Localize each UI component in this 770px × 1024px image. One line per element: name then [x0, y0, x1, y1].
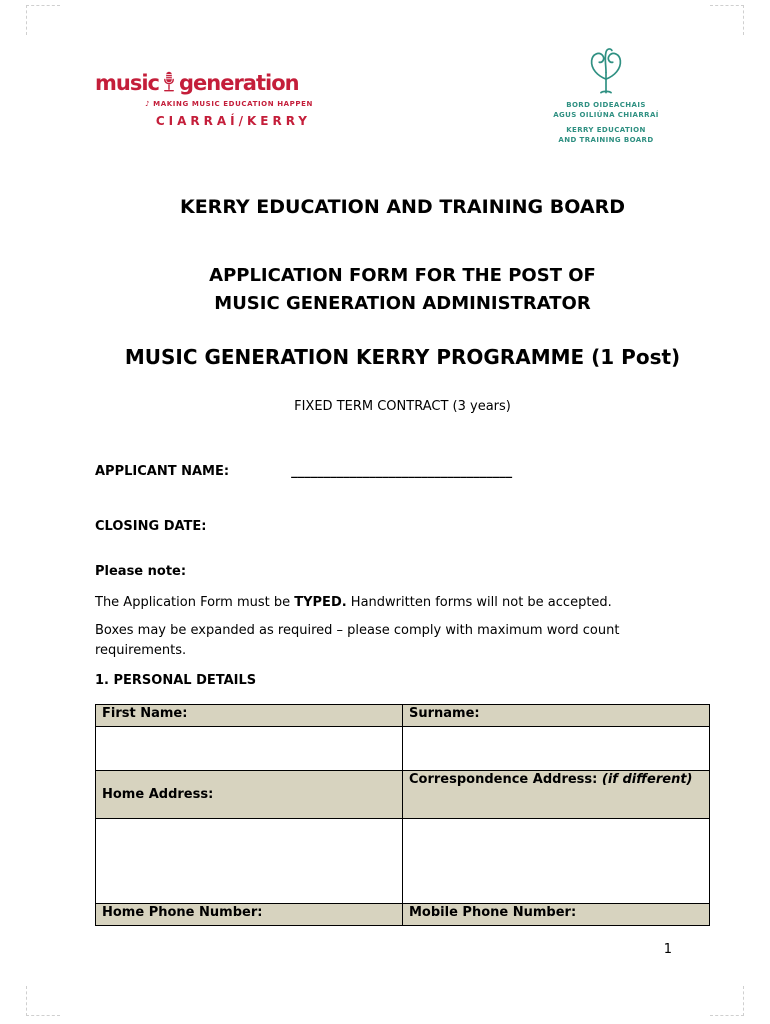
mg-word-music: music	[95, 70, 159, 95]
home-phone-label: Home Phone Number:	[96, 903, 403, 925]
first-name-input-cell[interactable]	[96, 726, 403, 770]
etb-irish-line-2: AGUS OILIÚNA CHIARRAÍ	[553, 111, 659, 120]
typed-note-after: Handwritten forms will not be accepted.	[346, 595, 612, 611]
post-title	[95, 262, 710, 320]
etb-english-line-1: KERRY EDUCATION	[566, 126, 646, 135]
surname-label: Surname:	[403, 704, 710, 726]
applicant-name-blank-line[interactable]: __________________________________	[291, 464, 513, 480]
table-row	[96, 818, 710, 903]
table-row	[96, 704, 710, 726]
kerry-etb-logo	[540, 42, 672, 146]
first-name-label: First Name:	[96, 704, 403, 726]
music-generation-logo	[95, 70, 313, 128]
tree-icon	[579, 42, 633, 96]
mg-tagline	[95, 100, 313, 108]
correspondence-address-input-cell[interactable]	[403, 818, 710, 903]
document-content	[95, 0, 710, 926]
crop-mark-top-right	[710, 5, 744, 35]
mg-word-generation: generation	[178, 70, 299, 95]
closing-date-label: CLOSING DATE:	[95, 519, 207, 535]
table-row	[96, 903, 710, 925]
post-title-line-1: APPLICATION FORM FOR THE POST OF	[209, 264, 596, 286]
correspondence-address-label	[403, 770, 710, 818]
personal-details-table	[95, 704, 710, 926]
applicant-name-row	[95, 464, 710, 479]
surname-input-cell[interactable]	[403, 726, 710, 770]
table-row	[96, 770, 710, 818]
crop-mark-bottom-right	[710, 986, 744, 1016]
header	[95, 0, 710, 146]
section-1-heading: 1. PERSONAL DETAILS	[95, 672, 257, 688]
please-note-heading: Please note:	[95, 564, 187, 580]
etb-irish-line-1: BORD OIDEACHAIS	[566, 101, 646, 109]
mobile-phone-label: Mobile Phone Number:	[403, 903, 710, 925]
expand-note: Boxes may be expanded as required – please comply with maximum word count requirements.	[95, 622, 620, 658]
mg-tagline-text: MAKING MUSIC EDUCATION HAPPEN	[153, 100, 313, 108]
post-title-line-2: MUSIC GENERATION ADMINISTRATOR	[214, 293, 591, 315]
etb-english-line-2: AND TRAINING BOARD	[558, 136, 654, 145]
contract-subtitle: FIXED TERM CONTRACT (3 years)	[294, 399, 511, 415]
home-address-input-cell[interactable]	[96, 818, 403, 903]
board-title: KERRY EDUCATION AND TRAINING BOARD	[179, 195, 625, 218]
correspondence-address-label-note: (if different)	[601, 771, 693, 787]
music-generation-wordmark	[95, 70, 313, 96]
applicant-name-label: APPLICANT NAME:	[95, 464, 230, 480]
crop-mark-top-left	[26, 5, 60, 35]
microphone-icon	[162, 70, 176, 96]
table-row	[96, 726, 710, 770]
page-number: 1	[663, 942, 672, 957]
typed-note	[95, 593, 710, 613]
music-note-icon: ♪	[145, 100, 151, 108]
home-address-label: Home Address:	[96, 770, 403, 818]
programme-title: MUSIC GENERATION KERRY PROGRAMME (1 Post)	[124, 345, 681, 370]
correspondence-address-label-text: Correspondence Address:	[409, 771, 602, 787]
typed-note-before: The Application Form must be	[95, 595, 295, 611]
crop-mark-bottom-left	[26, 986, 60, 1016]
mg-region-wordmark: CIARRAÍ/KERRY	[155, 114, 311, 128]
typed-note-emphasis: TYPED.	[294, 595, 347, 611]
